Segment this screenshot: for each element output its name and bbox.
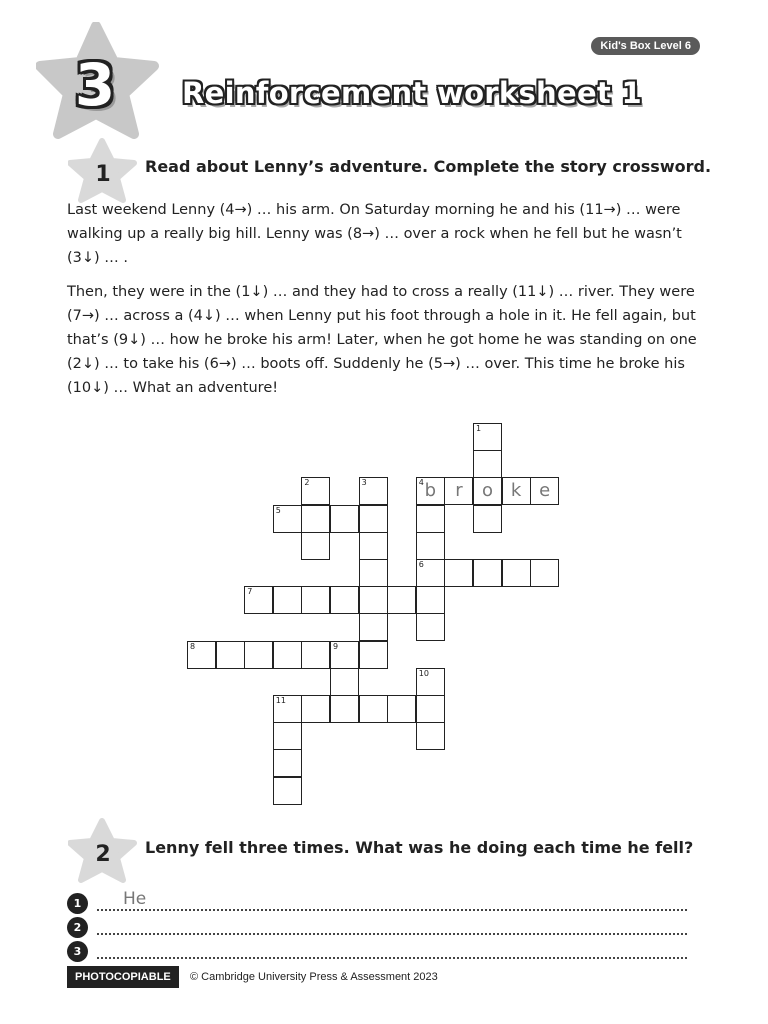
crossword-cell[interactable] bbox=[273, 777, 302, 805]
crossword-cell[interactable] bbox=[301, 695, 330, 723]
clue-number: 7 bbox=[247, 587, 253, 597]
crossword-cell[interactable] bbox=[416, 613, 445, 641]
clue-number: 1 bbox=[476, 424, 482, 433]
answer-line-1[interactable] bbox=[67, 889, 687, 914]
clue-number: 8 bbox=[190, 641, 196, 651]
crossword-cell[interactable] bbox=[502, 559, 531, 587]
crossword-cell[interactable] bbox=[273, 505, 302, 533]
crossword-cell[interactable] bbox=[359, 695, 388, 723]
crossword-cell[interactable] bbox=[273, 641, 302, 669]
crossword-cell[interactable] bbox=[416, 477, 445, 505]
copyright-text: © Cambridge University Press & Assessment 2023 bbox=[190, 971, 438, 983]
crossword-cell[interactable] bbox=[359, 532, 388, 560]
exercise-1-number: 1 bbox=[95, 161, 111, 187]
answer-line-3[interactable] bbox=[67, 940, 687, 962]
clue-number: 2 bbox=[304, 478, 310, 488]
clue-number: 3 bbox=[361, 478, 367, 488]
example-letter: o bbox=[481, 480, 493, 502]
clue-number: 10 bbox=[418, 668, 429, 678]
crossword-cell[interactable] bbox=[530, 477, 559, 505]
clue-number: 11 bbox=[275, 696, 286, 705]
crossword-cell[interactable] bbox=[416, 695, 445, 723]
crossword-cell[interactable] bbox=[359, 477, 388, 505]
crossword-cell[interactable] bbox=[473, 477, 502, 505]
crossword-cell[interactable] bbox=[387, 695, 416, 723]
crossword-cell[interactable] bbox=[244, 641, 273, 669]
example-letter: e bbox=[539, 480, 551, 502]
crossword-cell[interactable] bbox=[330, 505, 359, 533]
crossword-cell[interactable] bbox=[473, 423, 502, 451]
crossword-cell[interactable] bbox=[301, 505, 330, 533]
clue-number: 5 bbox=[275, 505, 281, 515]
example-letter: k bbox=[510, 480, 522, 502]
photocopiable-tag: PHOTOCOPIABLE bbox=[67, 966, 179, 988]
crossword-cell[interactable] bbox=[473, 559, 502, 587]
crossword-cell[interactable] bbox=[301, 532, 330, 560]
example-letter: r bbox=[455, 480, 463, 502]
crossword-cell[interactable] bbox=[330, 695, 359, 723]
page-title: Reinforcement worksheet 1 bbox=[182, 76, 642, 110]
crossword-cell[interactable] bbox=[330, 586, 359, 614]
answer-number: 3 bbox=[67, 941, 88, 962]
crossword-cell[interactable] bbox=[359, 505, 388, 533]
crossword-cell[interactable] bbox=[387, 586, 416, 614]
clue-number: 6 bbox=[418, 560, 424, 569]
crossword-cell[interactable] bbox=[359, 586, 388, 614]
answer-line-2[interactable] bbox=[67, 916, 687, 938]
crossword-cell[interactable] bbox=[301, 641, 330, 669]
story-paragraph-2: Then, they were in the (1↓) … and they had to cross a really (11↓) … river. They were (7→) … across a (4↓) … when Lenny put his foot through a hole in it. He fell again, but that’s (9↓) … how he broke his arm! Later, when he got home he was standing on one (2↓) … to take his (6→) … boots off. Suddenly he (5→) … over. This time he broke his (10↓) … What an adventure! bbox=[67, 284, 697, 396]
crossword-cell[interactable] bbox=[301, 477, 330, 505]
crossword-cell[interactable] bbox=[273, 695, 302, 723]
crossword-cell[interactable] bbox=[416, 586, 445, 614]
crossword-cell[interactable] bbox=[187, 641, 216, 669]
crossword-cell[interactable] bbox=[530, 559, 559, 587]
crossword-cell[interactable] bbox=[416, 668, 445, 696]
crossword-cell[interactable] bbox=[273, 586, 302, 614]
answer-number: 1 bbox=[67, 893, 88, 914]
crossword-cell[interactable] bbox=[244, 586, 273, 614]
example-letter: b bbox=[424, 480, 437, 502]
crossword-cell[interactable] bbox=[273, 749, 302, 777]
crossword-cell[interactable] bbox=[444, 477, 473, 505]
exercise-1-instruction: Read about Lenny’s adventure. Complete the story crossword. bbox=[145, 157, 712, 176]
crossword-cell[interactable] bbox=[330, 641, 359, 669]
crossword-cell[interactable] bbox=[273, 722, 302, 750]
crossword-cell[interactable] bbox=[216, 641, 245, 669]
level-badge: Kid's Box Level 6 bbox=[591, 37, 700, 55]
answer-text: He bbox=[123, 889, 147, 909]
crossword-cell[interactable] bbox=[359, 641, 388, 669]
crossword-cell[interactable] bbox=[473, 450, 502, 478]
story-paragraph-1: Last weekend Lenny (4→) … his arm. On Saturday morning he and his (11→) … were walking up a really big hill. Lenny was (8→) … over a rock when he fell but he wasn’t (3↓) … . bbox=[67, 202, 682, 266]
crossword-cell[interactable] bbox=[473, 505, 502, 533]
crossword-cell[interactable] bbox=[416, 722, 445, 750]
crossword-cell[interactable] bbox=[416, 532, 445, 560]
clue-number: 4 bbox=[418, 478, 424, 488]
exercise-2-number: 2 bbox=[95, 841, 111, 867]
clue-number: 9 bbox=[333, 641, 339, 651]
crossword-cell[interactable] bbox=[416, 505, 445, 533]
crossword-cell[interactable] bbox=[359, 559, 388, 587]
crossword-cell[interactable] bbox=[301, 586, 330, 614]
answer-number: 2 bbox=[67, 917, 88, 938]
exercise-2-instruction: Lenny fell three times. What was he doing each time he fell? bbox=[145, 838, 694, 857]
crossword-cell[interactable] bbox=[416, 559, 445, 587]
unit-number: 3 bbox=[74, 51, 116, 119]
crossword-cell[interactable] bbox=[444, 559, 473, 587]
crossword-cell[interactable] bbox=[502, 477, 531, 505]
crossword-cell[interactable] bbox=[359, 613, 388, 641]
crossword-cell[interactable] bbox=[330, 668, 359, 696]
